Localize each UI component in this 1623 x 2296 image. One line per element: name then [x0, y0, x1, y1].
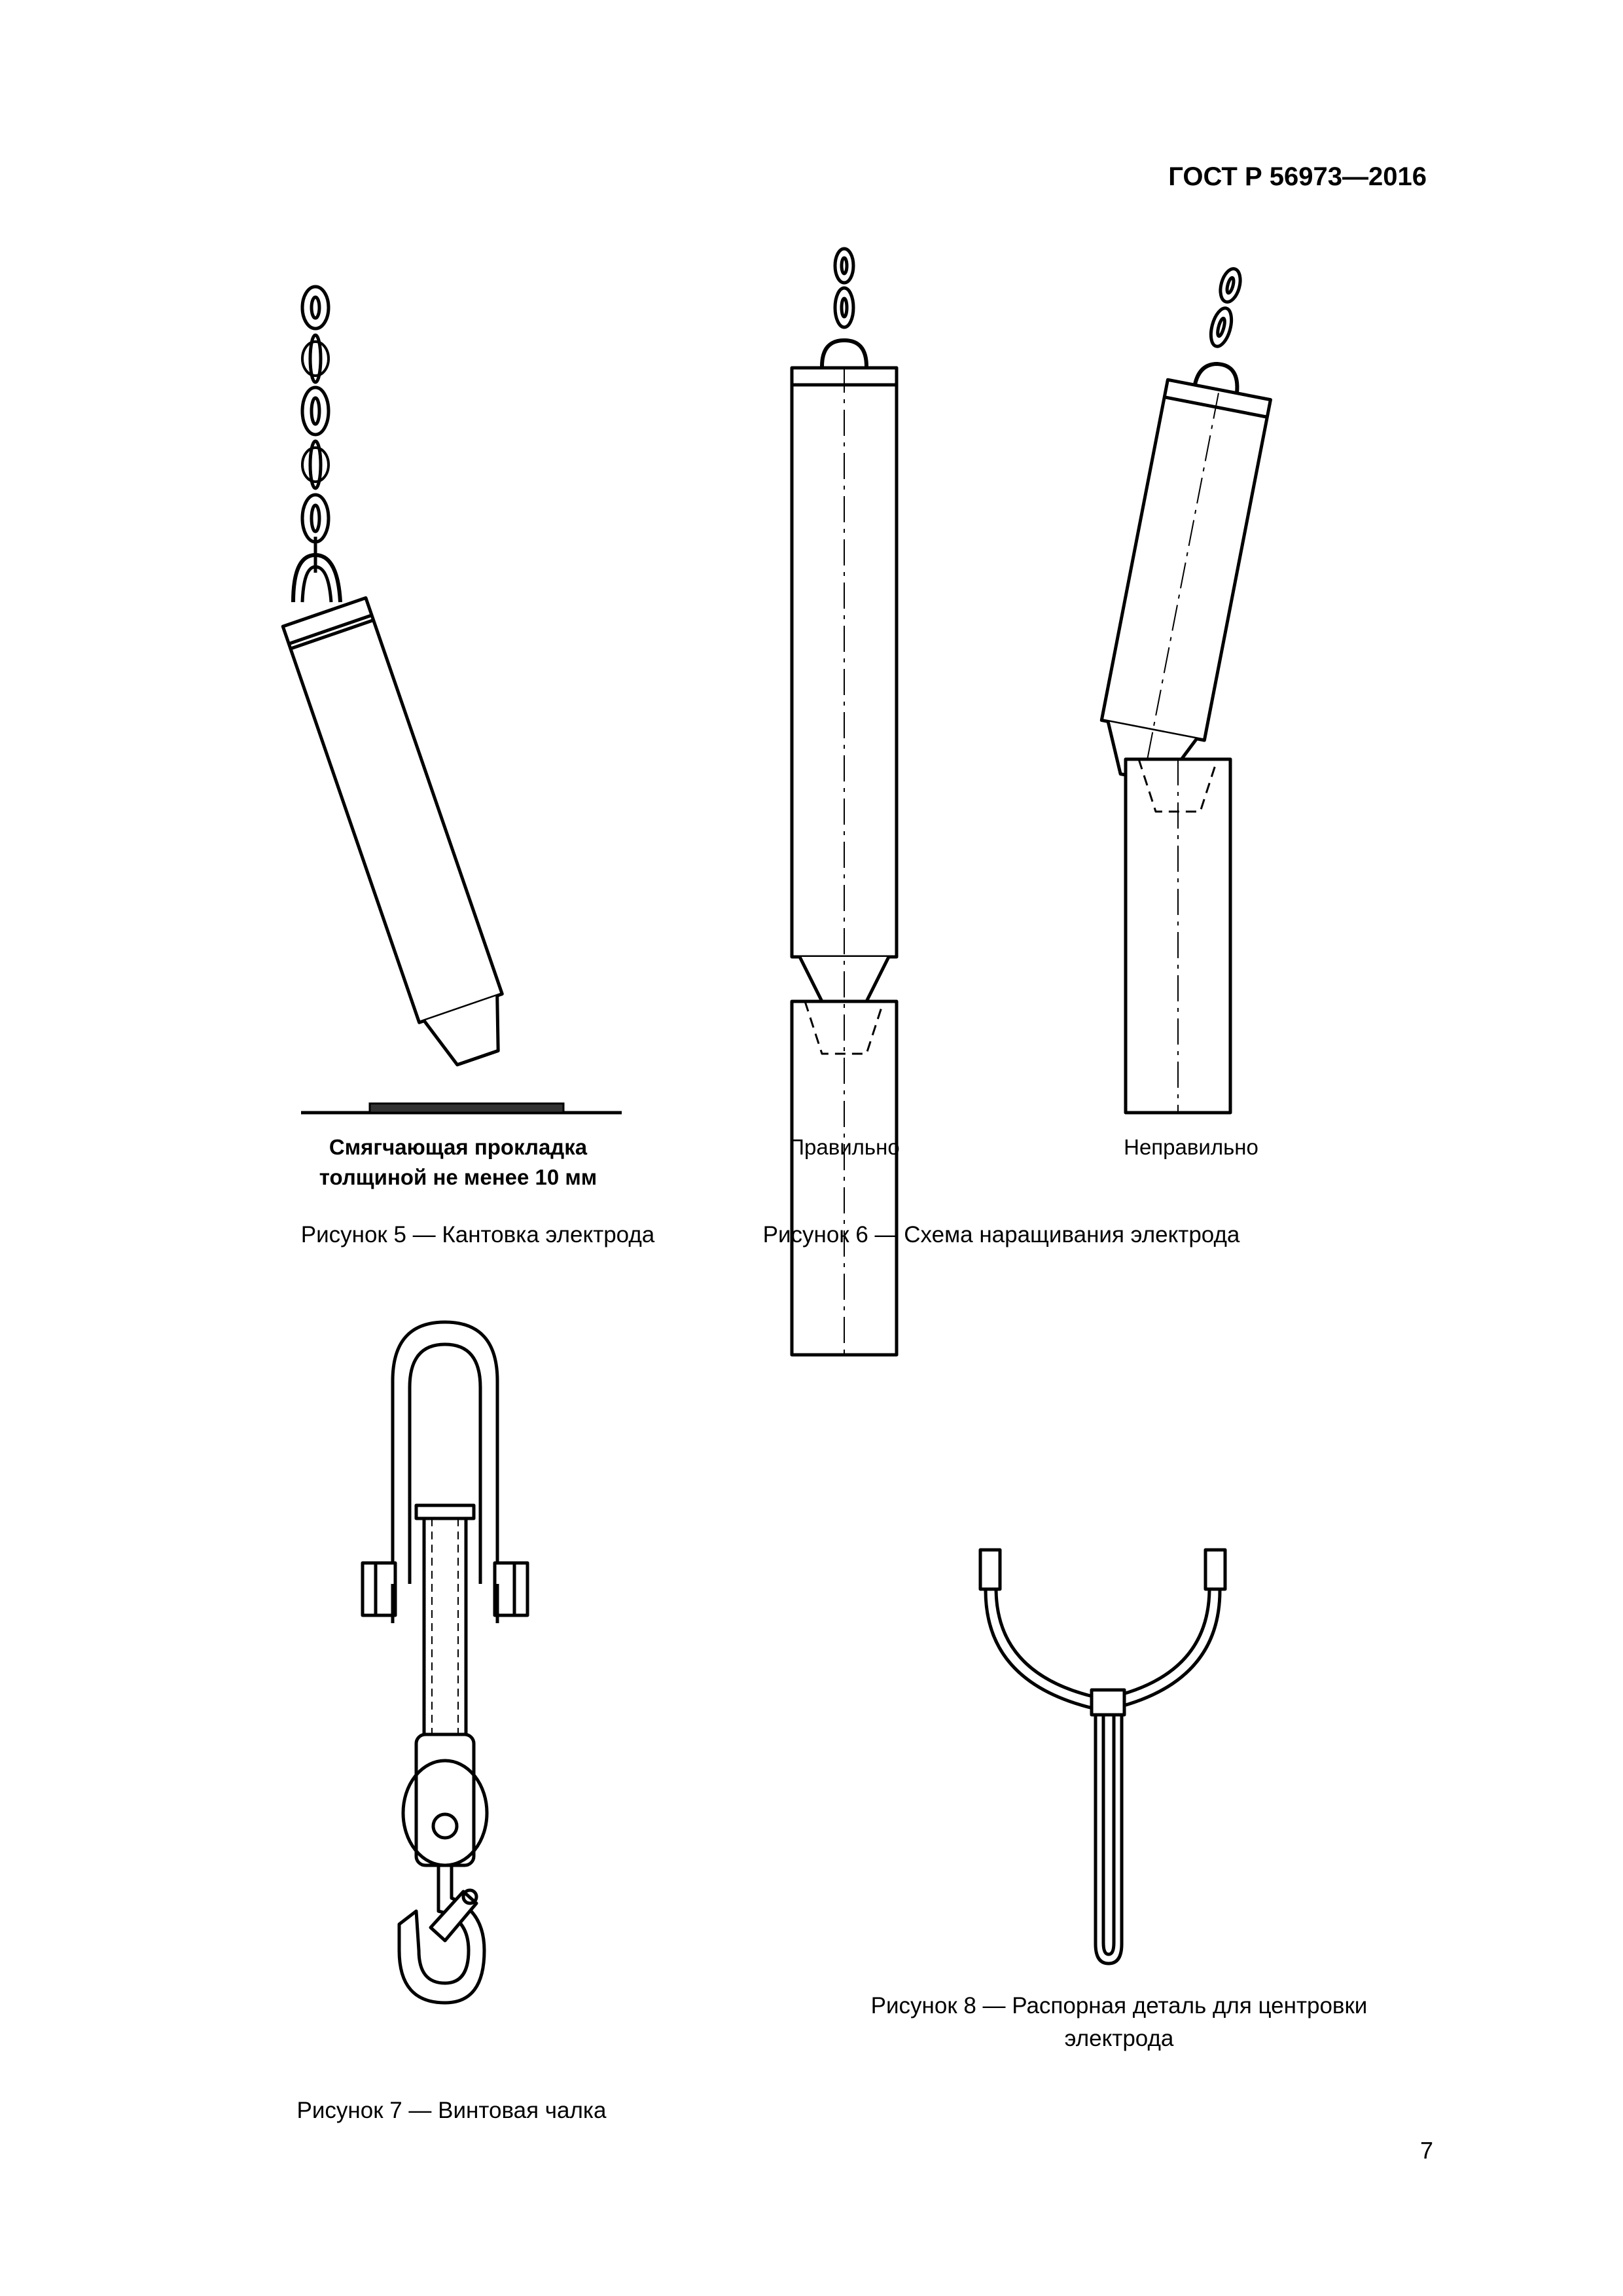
tilted-electrode	[283, 598, 519, 1071]
figure-6-incorrect-drawing	[1099, 262, 1309, 1119]
fig6-label-incorrect: Неправильно	[1124, 1135, 1258, 1159]
figure-7-drawing	[353, 1309, 537, 2094]
fig5-caption: Рисунок 5 — Кантовка электрода	[300, 1222, 655, 1247]
figure-6-correct-drawing	[772, 242, 916, 1119]
fig7-caption: Рисунок 7 — Винтовая чалка	[296, 2098, 607, 2123]
soft-pad	[370, 1103, 563, 1113]
page-number: 7	[1419, 2137, 1433, 2164]
figure-8-drawing	[969, 1538, 1257, 1977]
fig8-caption-line1: Рисунок 8 — Распорная деталь для центровки	[870, 1993, 1368, 2018]
fig5-label-line2: толщиной не менее 10 мм	[319, 1165, 597, 1189]
figure-5-drawing	[275, 262, 641, 1126]
fig6-caption: Рисунок 6 — Схема наращивания электрода	[762, 1222, 1240, 1247]
chain-icon	[293, 287, 340, 602]
fig6-label-correct: Правильно	[789, 1135, 900, 1159]
fig5-label-line1: Смягчающая прокладка	[329, 1135, 588, 1159]
document-code: ГОСТ Р 56973—2016	[1168, 162, 1427, 191]
fig8-caption-line2: электрода	[1064, 2026, 1174, 2051]
